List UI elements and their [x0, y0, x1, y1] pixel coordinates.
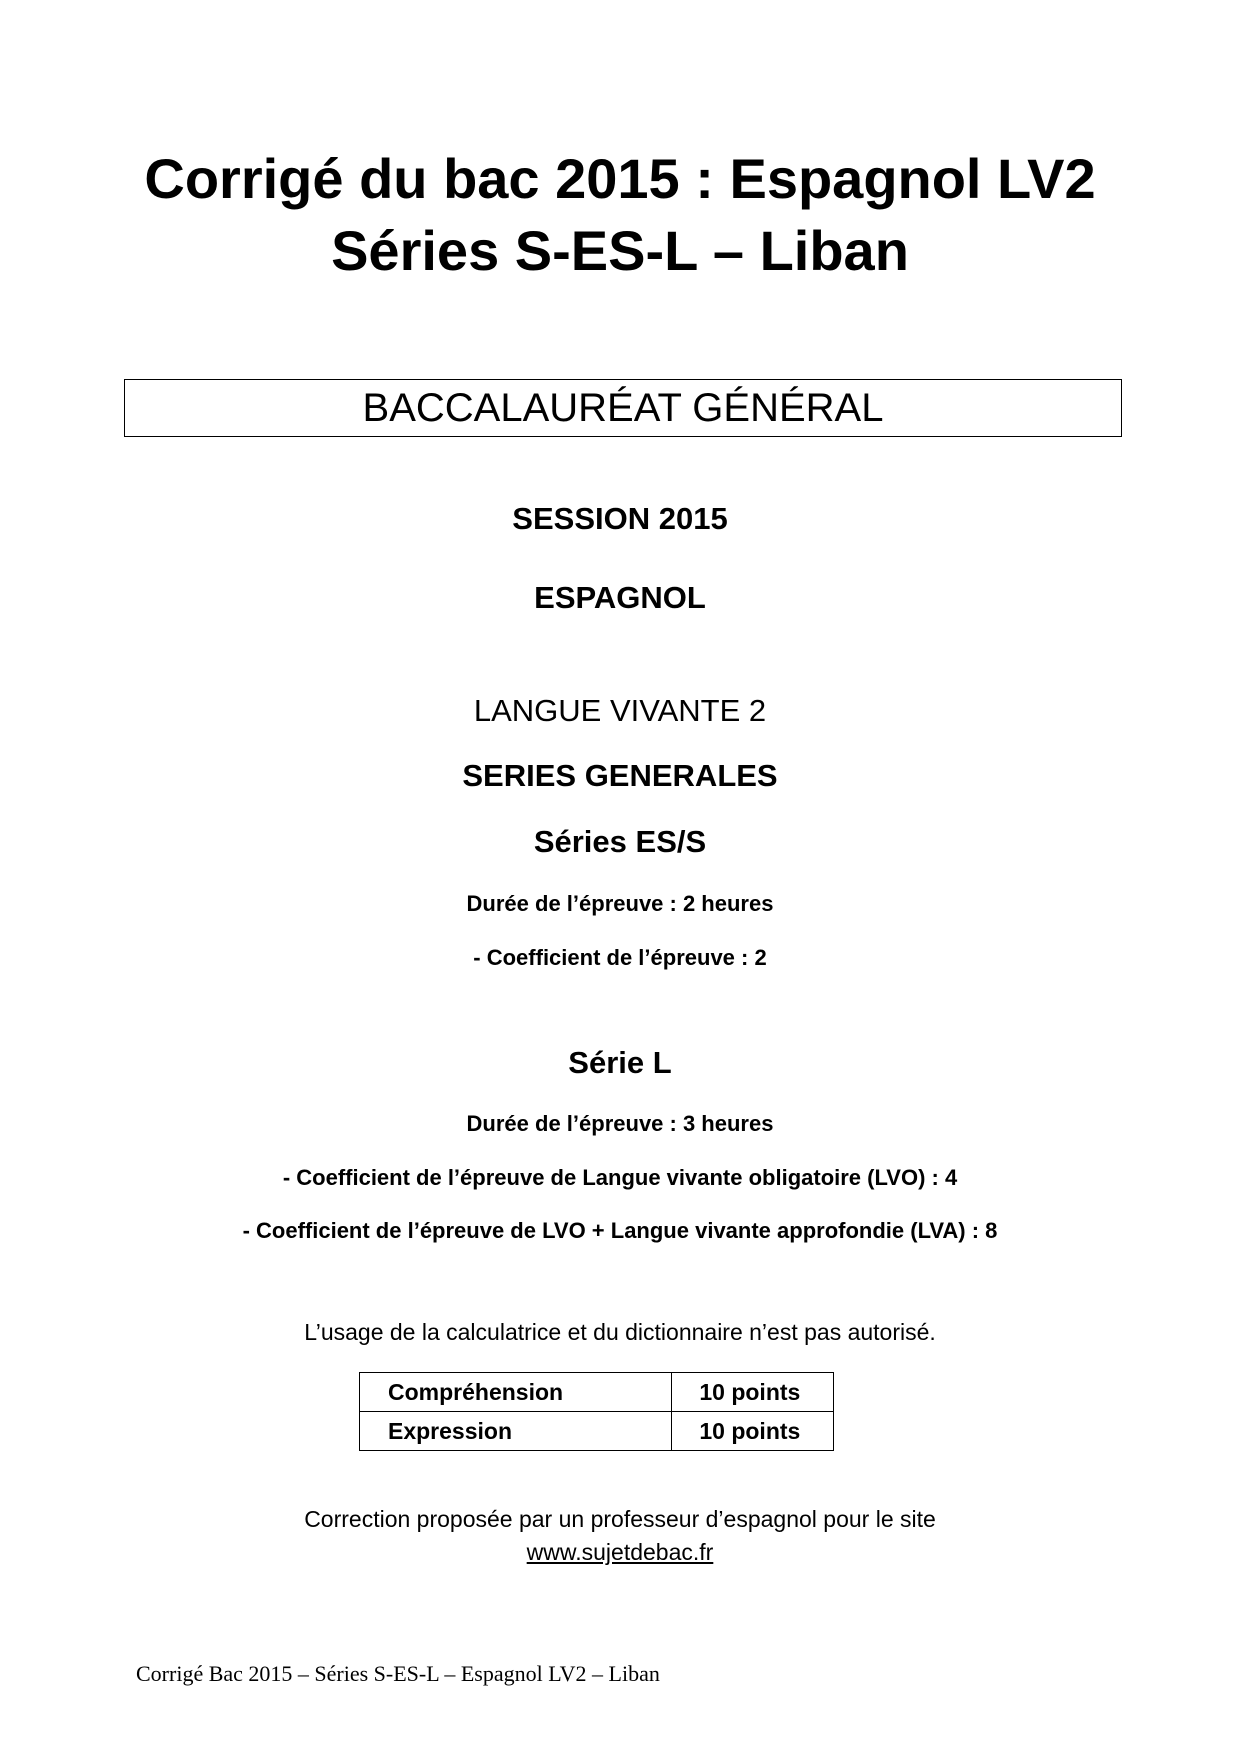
serie-l-coefficient-lvo: - Coefficient de l’épreuve de Langue vivante obligatoire (LVO) : 4: [282, 1165, 958, 1190]
series-es-s-heading: Séries ES/S: [533, 824, 707, 859]
table-cell-points: 10 points: [672, 1412, 834, 1451]
site-link[interactable]: www.sujetdebac.fr: [526, 1539, 714, 1565]
page-title-line2: Séries S-ES-L – Liban: [331, 219, 909, 282]
site-link-row: [0, 1539, 1240, 1566]
table-cell-points: 10 points: [672, 1373, 834, 1412]
exam-type-box: [124, 379, 1122, 437]
serie-l-duration: Durée de l’épreuve : 3 heures: [466, 1111, 774, 1136]
subject-heading: ESPAGNOL: [534, 580, 706, 615]
series-es-s-duration: Durée de l’épreuve : 2 heures: [466, 891, 774, 916]
correction-credit: Correction proposée par un professeur d’espagnol pour le site: [304, 1506, 936, 1532]
exam-type-label: BACCALAURÉAT GÉNÉRAL: [362, 386, 884, 430]
table-row: [360, 1412, 834, 1451]
page-footer: Corrigé Bac 2015 – Séries S-ES-L – Espagnol LV2 – Liban: [136, 1661, 660, 1686]
serie-l-coefficient-lva: - Coefficient de l’épreuve de LVO + Langue vivante approfondie (LVA) : 8: [242, 1218, 998, 1243]
session-heading: SESSION 2015: [512, 501, 728, 536]
table-row: [360, 1373, 834, 1412]
table-cell-label: Expression: [360, 1412, 672, 1451]
usage-note: L’usage de la calculatrice et du dictionnaire n’est pas autorisé.: [304, 1319, 936, 1345]
points-table: [359, 1372, 834, 1451]
serie-l-heading: Série L: [568, 1045, 672, 1080]
series-generales-heading: SERIES GENERALES: [462, 758, 778, 793]
page-title-line1: Corrigé du bac 2015 : Espagnol LV2: [144, 147, 1096, 210]
series-es-s-coefficient: - Coefficient de l’épreuve : 2: [473, 945, 767, 970]
table-cell-label: Compréhension: [360, 1373, 672, 1412]
langue-vivante-heading: LANGUE VIVANTE 2: [473, 693, 767, 728]
